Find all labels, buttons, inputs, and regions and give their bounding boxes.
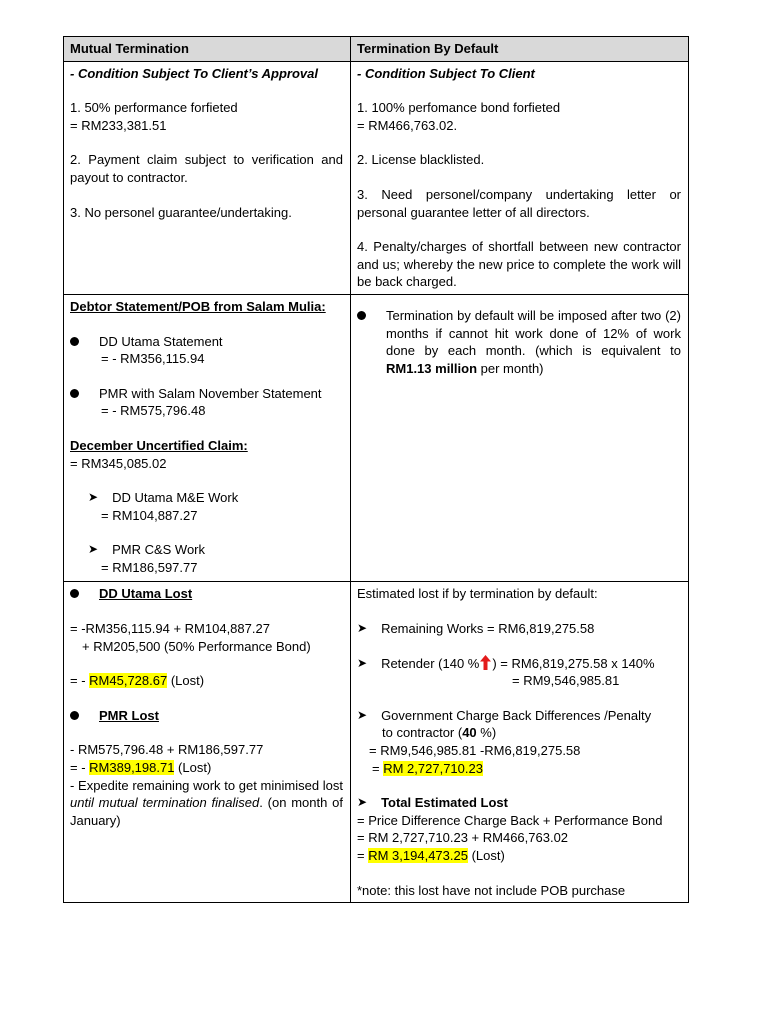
monthly-target-value: RM1.13 million: [386, 360, 478, 376]
charge-back-result-prefix: =: [372, 760, 384, 776]
filled-circle-bullet-icon: [70, 711, 79, 720]
expedite-note-italic: until mutual termination finalised: [70, 795, 260, 811]
pmr-result-prefix: = -: [70, 760, 90, 776]
default-trigger-cell: [351, 294, 689, 582]
total-result-prefix: =: [357, 848, 369, 863]
filled-circle-bullet-icon: [70, 589, 79, 598]
penalty-line-prefix: to contractor (: [382, 725, 463, 741]
retender-text-prefix: Retender (140 %: [381, 655, 480, 671]
government-charge-back-text: Government Charge Back Differences /Penalty: [381, 707, 652, 723]
conditions-row: [64, 61, 689, 294]
default-trigger-text-end: per month): [477, 360, 544, 376]
penalty-line: [357, 724, 681, 742]
pmr-lost-heading: PMR Lost: [99, 707, 159, 723]
arrowhead-bullet-icon: ➤: [88, 490, 99, 505]
dd-utama-me-label: DD Utama M&E Work: [112, 490, 239, 506]
arrowhead-bullet-icon: ➤: [357, 707, 368, 722]
penalty-percent: 40: [462, 725, 477, 741]
default-item-1-value: = RM466,763.02.: [357, 117, 458, 133]
mutual-item-3: 3. No personel guarantee/undertaking.: [70, 204, 292, 220]
bullet-pmr-statement: [70, 385, 343, 403]
bullet-dd-utama-lost: [70, 585, 343, 603]
filled-circle-bullet-icon: [357, 311, 366, 320]
dd-utama-statement-label: DD Utama Statement: [99, 333, 223, 349]
dd-utama-calc-line-1: = -RM356,115.94 + RM104,887.27: [70, 621, 270, 637]
arrow-total-estimated-lost: [357, 794, 681, 812]
header-row: [64, 37, 689, 62]
dd-utama-statement-value: = - RM356,115.94: [101, 351, 205, 367]
red-up-arrow-icon: [480, 655, 491, 670]
header-termination-by-default: Termination By Default: [351, 37, 689, 62]
total-result-suffix: (Lost): [467, 848, 505, 863]
dd-utama-me-value: = RM104,887.27: [101, 507, 198, 523]
default-condition-text: - Condition Subject To Client: [357, 65, 535, 81]
retender-text: [381, 655, 655, 673]
default-item-4: 4. Penalty/charges of shortfall between new contractor and us; whereby the new price to complete the work will be back charged.: [357, 239, 681, 290]
debtor-statement-cell: [64, 294, 351, 582]
expedite-note-text: - Expedite remaining work to get minimised lost: [70, 777, 343, 793]
mutual-losses-cell: [64, 582, 351, 903]
dd-utama-result-suffix: (Lost): [167, 673, 205, 689]
uncertified-claim-heading: December Uncertified Claim:: [70, 437, 248, 453]
default-item-3: 3. Need personel/company undertaking letter or personal guarantee letter of all directors.: [357, 186, 681, 220]
pmr-cs-label: PMR C&S Work: [112, 542, 205, 558]
arrow-government-charge-back: [357, 707, 681, 725]
arrowhead-bullet-icon: ➤: [88, 542, 99, 557]
termination-comparison-table: [63, 36, 689, 903]
pmr-statement-label: PMR with Salam November Statement: [99, 385, 322, 401]
penalty-line-suffix: %): [476, 725, 497, 741]
uncertified-claim-value: = RM345,085.02: [70, 455, 167, 471]
pmr-result-suffix: (Lost): [174, 760, 212, 776]
dd-utama-lost-heading: DD Utama Lost: [99, 586, 193, 602]
charge-back-result: [357, 760, 681, 778]
debtor-statement-heading: Debtor Statement/POB from Salam Mulia:: [70, 298, 326, 314]
arrowhead-bullet-icon: ➤: [357, 621, 368, 636]
arrowhead-bullet-icon: ➤: [357, 795, 368, 810]
statement-row: [64, 294, 689, 582]
default-losses-cell: [351, 582, 689, 903]
retender-text-suffix: ) = RM6,819,275.58 x 140%: [492, 655, 655, 671]
mutual-item-1-value: = RM233,381.51: [70, 117, 167, 133]
arrow-retender: [357, 655, 681, 673]
dd-utama-calc-line-2: + RM205,500 (50% Performance Bond): [82, 638, 311, 654]
expedite-note: [70, 777, 343, 830]
default-trigger-text: [386, 307, 681, 377]
mutual-condition-text: - Condition Subject To Client’s Approval: [70, 65, 318, 81]
bullet-pmr-lost: [70, 707, 343, 725]
default-conditions-cell: [351, 61, 689, 294]
dd-utama-result-prefix: = -: [70, 673, 90, 689]
arrow-pmr-cs: [70, 541, 343, 559]
bullet-dd-utama-statement: [70, 333, 343, 351]
dd-utama-lost-value: RM45,728.67: [89, 673, 168, 689]
pmr-lost-value: RM389,198.71: [89, 760, 175, 776]
charge-back-calc: = RM9,546,985.81 -RM6,819,275.58: [369, 743, 581, 759]
bullet-default-trigger: [357, 307, 681, 377]
pob-footnote: *note: this lost have not include POB purchase: [357, 882, 626, 898]
retender-value: = RM9,546,985.81: [512, 673, 620, 689]
pmr-statement-value: = - RM575,796.48: [101, 403, 206, 419]
pmr-cs-value: = RM186,597.77: [101, 559, 198, 575]
mutual-conditions-cell: [64, 61, 351, 294]
expedite-note-suffix: . (on month of January): [70, 795, 343, 828]
default-item-1: 1. 100% perfomance bond forfieted: [357, 100, 561, 116]
mutual-item-1: 1. 50% performance forfieted: [70, 100, 238, 116]
dd-utama-result: [70, 672, 343, 690]
default-item-2: 2. License blacklisted.: [357, 152, 485, 168]
arrow-dd-utama-me: [70, 489, 343, 507]
remaining-works-text: Remaining Works = RM6,819,275.58: [381, 621, 595, 637]
charge-back-value: RM 2,727,710.23: [383, 760, 483, 776]
total-line-2: = RM 2,727,710.23 + RM466,763.02: [357, 830, 569, 846]
pmr-calc-line-1: - RM575,796.48 + RM186,597.77: [70, 742, 264, 758]
total-line-1: = Price Difference Charge Back + Performance Bond: [357, 812, 663, 828]
default-trigger-text-part: Termination by default will be imposed after two (2) months if cannot hit work done of 12% of work done by each month. (which is equivalent to: [386, 307, 681, 359]
pmr-result: [70, 759, 343, 777]
arrow-remaining-works: [357, 620, 681, 638]
arrowhead-bullet-icon: ➤: [357, 655, 368, 670]
header-mutual-termination: Mutual Termination: [64, 37, 351, 62]
filled-circle-bullet-icon: [70, 389, 79, 398]
total-estimated-lost-heading: Total Estimated Lost: [381, 795, 508, 811]
losses-row: [64, 582, 689, 903]
mutual-item-2: 2. Payment claim subject to verification and payout to contractor.: [70, 152, 343, 185]
total-result: [357, 847, 681, 865]
total-lost-value: RM 3,194,473.25: [368, 848, 468, 863]
filled-circle-bullet-icon: [70, 337, 79, 346]
estimated-lost-intro: Estimated lost if by termination by default:: [357, 586, 598, 602]
